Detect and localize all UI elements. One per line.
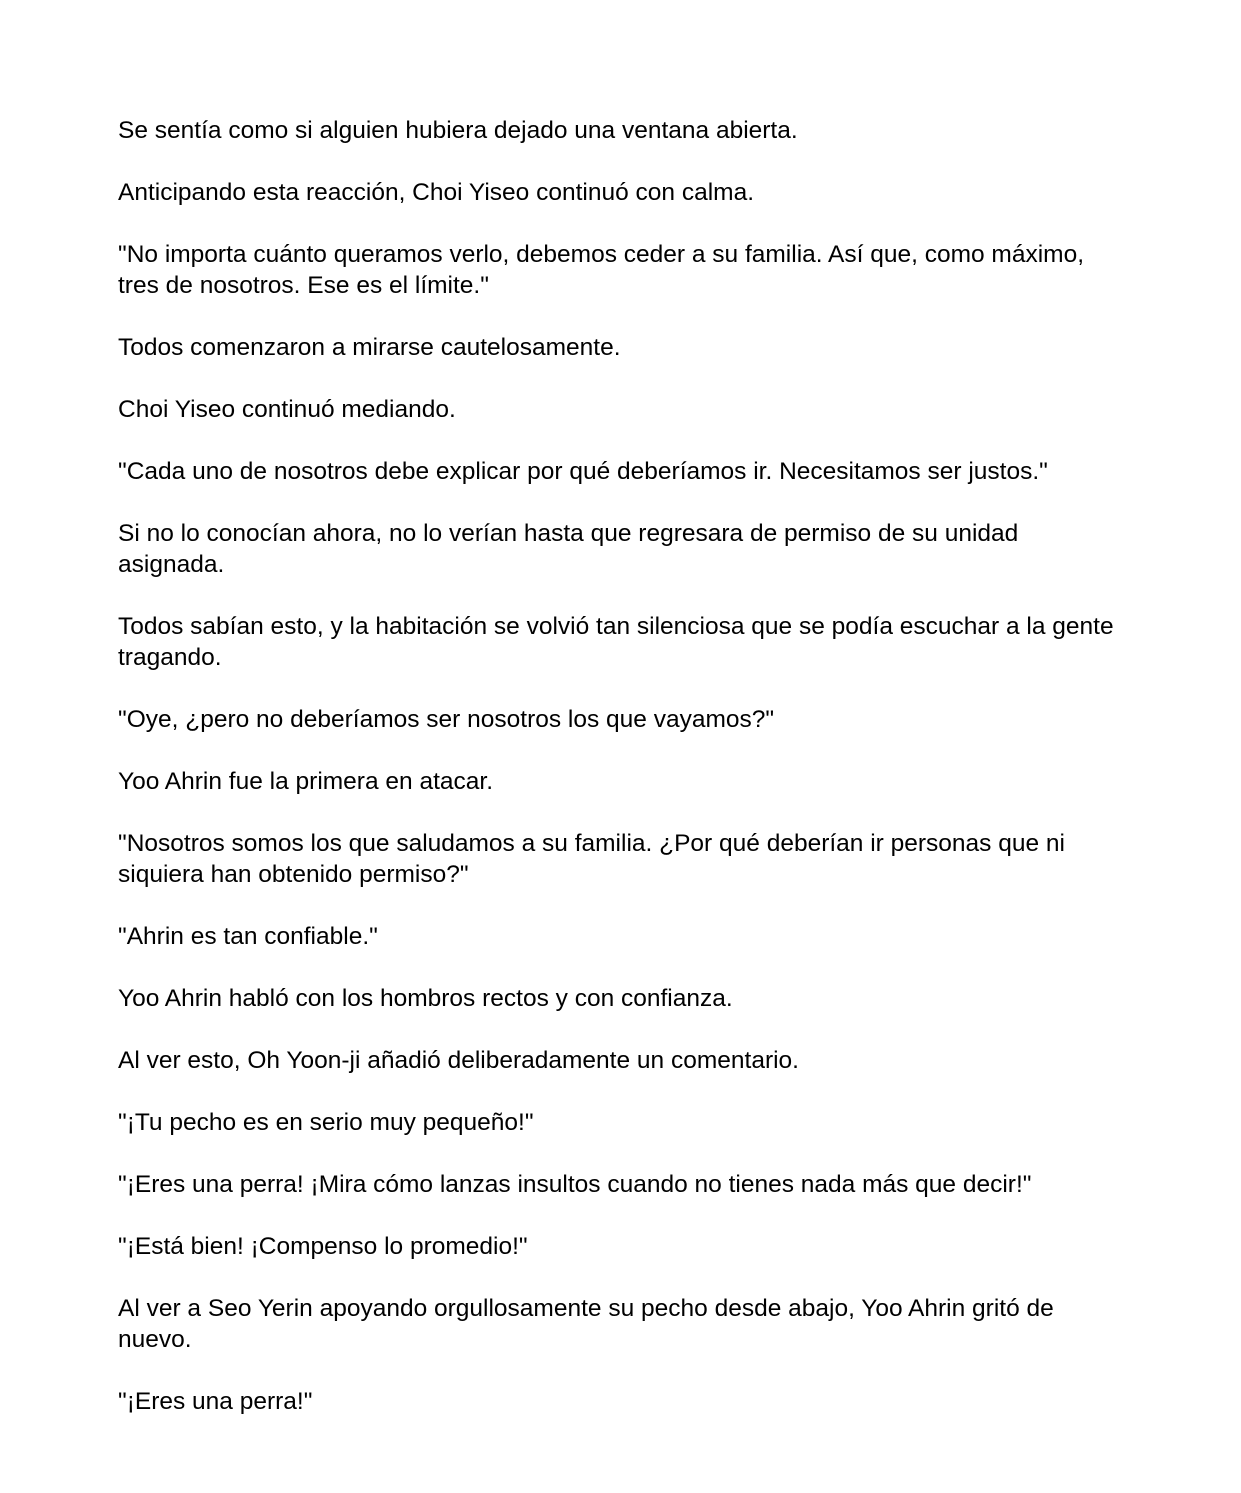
paragraph: Si no lo conocían ahora, no lo verían hasta que regresara de permiso de su unidad asignada.	[118, 520, 1019, 578]
paragraph: Yoo Ahrin habló con los hombros rectos y con confianza.	[118, 985, 733, 1012]
document-page	[118, 115, 1128, 1448]
paragraph: "¡Tu pecho es en serio muy pequeño!"	[118, 1109, 534, 1136]
paragraph: "Cada uno de nosotros debe explicar por qué deberíamos ir. Necesitamos ser justos."	[118, 458, 1048, 485]
paragraph: "¡Está bien! ¡Compenso lo promedio!"	[118, 1233, 528, 1260]
paragraph: "¡Eres una perra! ¡Mira cómo lanzas insultos cuando no tienes nada más que decir!"	[118, 1171, 1032, 1198]
paragraph: Se sentía como si alguien hubiera dejado una ventana abierta.	[118, 117, 798, 144]
paragraph: Todos sabían esto, y la habitación se volvió tan silenciosa que se podía escuchar a la gente tragando.	[118, 613, 1114, 671]
paragraph: Al ver esto, Oh Yoon-ji añadió deliberadamente un comentario.	[118, 1047, 799, 1074]
paragraph: Yoo Ahrin fue la primera en atacar.	[118, 768, 494, 795]
paragraph: "Oye, ¿pero no deberíamos ser nosotros los que vayamos?"	[118, 706, 775, 733]
paragraph: "¡Eres una perra!"	[118, 1388, 313, 1415]
paragraph: "Nosotros somos los que saludamos a su familia. ¿Por qué deberían ir personas que ni siquiera han obtenido permiso?"	[118, 830, 1065, 888]
paragraph: Choi Yiseo continuó mediando.	[118, 396, 456, 423]
paragraph: "Ahrin es tan confiable."	[118, 923, 378, 950]
paragraph: Al ver a Seo Yerin apoyando orgullosamente su pecho desde abajo, Yoo Ahrin gritó de nuevo.	[118, 1295, 1054, 1353]
paragraph: Todos comenzaron a mirarse cautelosamente.	[118, 334, 621, 361]
paragraph: Anticipando esta reacción, Choi Yiseo continuó con calma.	[118, 179, 755, 206]
paragraph: "No importa cuánto queramos verlo, debemos ceder a su familia. Así que, como máximo, tres de nosotros. Ese es el límite."	[118, 241, 1085, 299]
